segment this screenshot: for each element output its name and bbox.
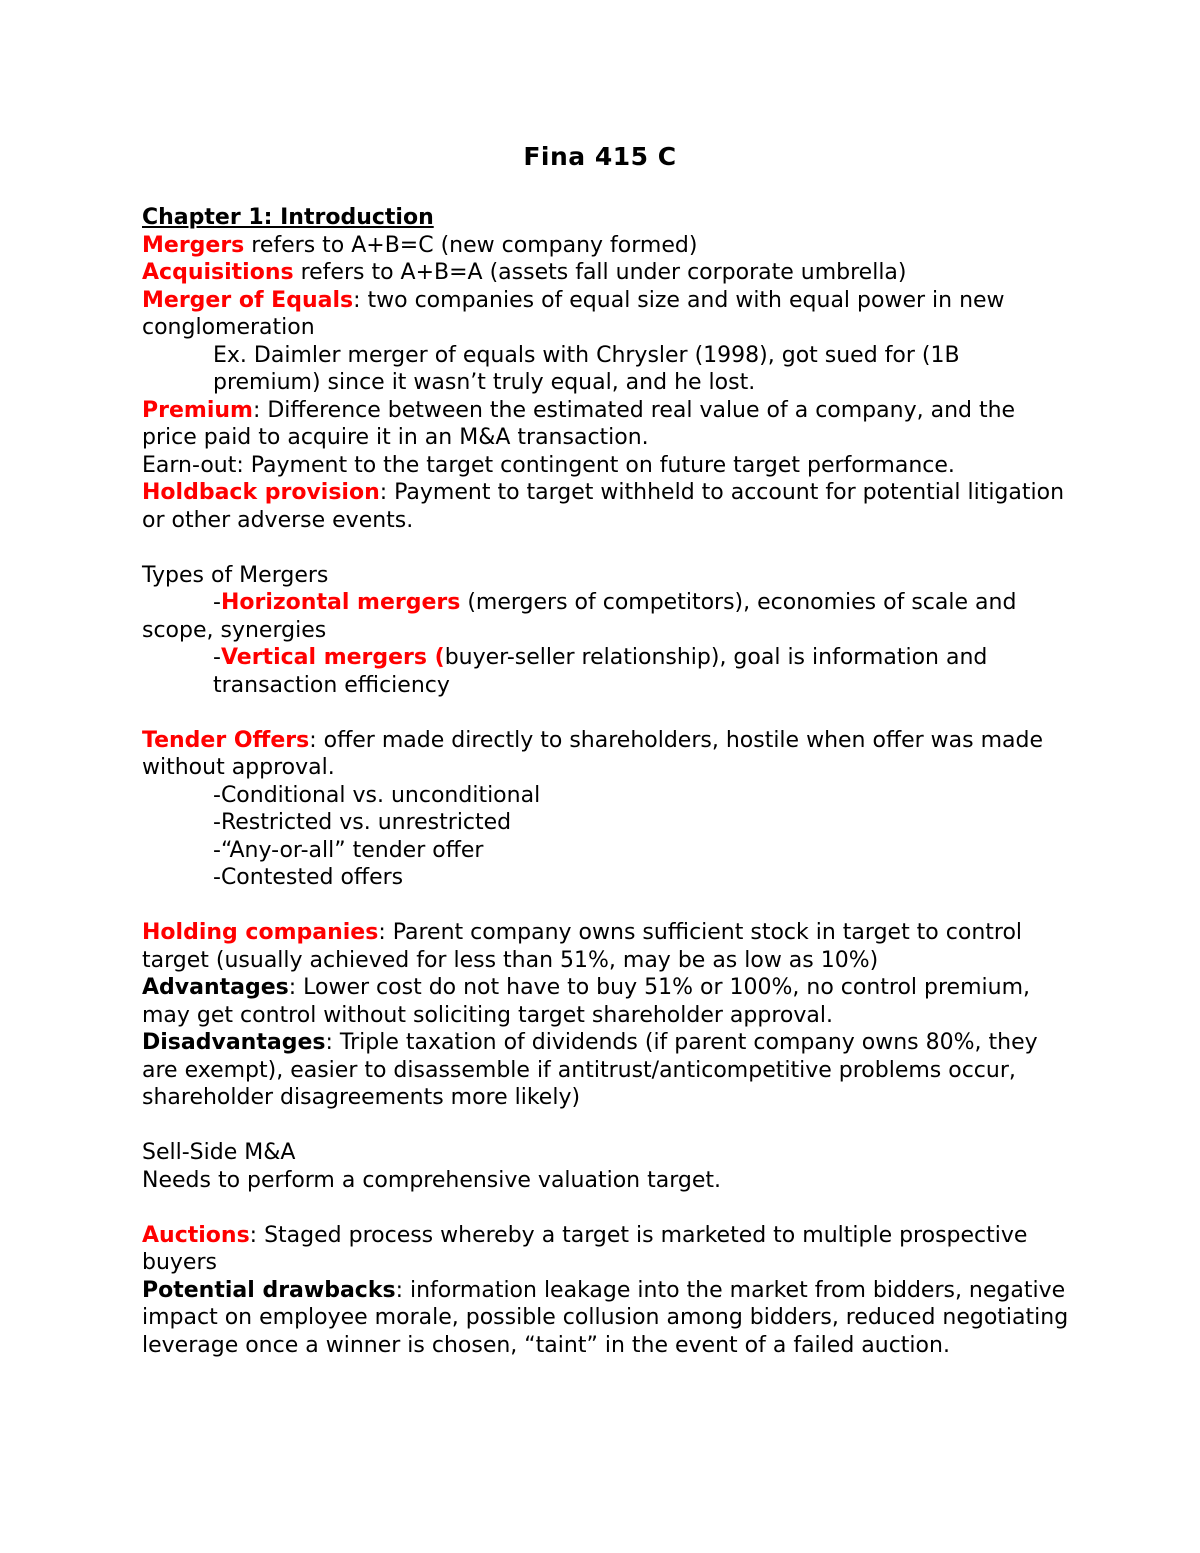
horizontal-mergers-item [142, 589, 1072, 644]
spacer [142, 1112, 1072, 1140]
sell-side-text: Needs to perform a comprehensive valuation target. [142, 1167, 721, 1193]
advantages-term: Advantages [142, 975, 289, 1000]
potential-drawbacks-term: Potential drawbacks [142, 1277, 396, 1303]
sell-side-heading: Sell-Side M&A [142, 1140, 296, 1165]
document-body [142, 204, 1072, 1359]
premium-text: : Difference between the estimated real value of a company, and the price paid to acquire it in an M&A transaction. [142, 397, 1016, 450]
mergers-definition [142, 232, 1072, 260]
spacer [142, 534, 1072, 562]
advantages-text: : Lower cost do not have to buy 51% or 100%, no control premium, may get control without soliciting target shareholder approval. [142, 975, 1030, 1028]
list-item: -“Any-or-all” tender offer [213, 837, 484, 863]
auctions-text: : Staged process whereby a target is marketed to multiple prospective buyers [142, 1222, 1028, 1275]
disadvantages-term: Disadvantages [142, 1030, 326, 1055]
list-item: -Contested offers [213, 865, 404, 890]
merger-of-equals-text: : two companies of equal size and with equal power in new conglomeration [142, 287, 1005, 340]
vertical-mergers-text: buyer-seller relationship), goal is information and transaction efficiency [213, 645, 988, 698]
tender-offers-term: Tender Offers [142, 727, 310, 753]
potential-drawbacks-text: : information leakage into the market from bidders, negative impact on employee morale, possible collusion among bidders, reduced negotiating leverage once a winner is chosen, “taint” in the event of a failed auction. [142, 1277, 1069, 1358]
types-heading: Types of Mergers [142, 562, 329, 588]
disadvantages-definition [142, 1029, 1072, 1112]
advantages-definition [142, 974, 1072, 1029]
list-item: -Restricted vs. unrestricted [213, 810, 512, 835]
vertical-dash: - [213, 645, 221, 670]
mergers-text: refers to A+B=C (new company formed) [244, 232, 698, 258]
vertical-mergers-term: Vertical mergers ( [220, 645, 445, 670]
merger-of-equals-term: Merger of Equals [142, 287, 354, 313]
acquisitions-definition [142, 259, 1072, 287]
disadvantages-text: : Triple taxation of dividends (if parent company owns 80%, they are exempt), easier to disassemble if antitrust/anticompetitive problems occur, shareholder disagreements more likely) [142, 1030, 1038, 1110]
horizontal-mergers-term: Horizontal mergers [220, 590, 461, 615]
premium-term: Premium [142, 397, 253, 423]
vertical-mergers-item [142, 644, 1072, 699]
holdback-term: Holdback provision [142, 480, 380, 505]
spacer [142, 1194, 1072, 1222]
merger-of-equals-example: Ex. Daimler merger of equals with Chrysler (1998), got sued for (1B premium) since it wasn’t truly equal, and he lost. [213, 342, 960, 395]
holding-companies-text: : Parent company owns sufficient stock in target to control target (usually achieved for less than 51%, may be as low as 10%) [142, 920, 1023, 973]
premium-definition [142, 397, 1072, 452]
merger-of-equals-definition [142, 287, 1072, 342]
holdback-definition [142, 479, 1072, 534]
holding-companies-definition [142, 919, 1072, 974]
chapter-heading [142, 204, 1072, 232]
auctions-term: Auctions [142, 1222, 250, 1248]
earn-out-definition: Earn-out: Payment to the target contingent on future target performance. [142, 452, 955, 478]
auctions-definition [142, 1222, 1072, 1277]
horizontal-dash: - [213, 590, 221, 615]
acquisitions-text: refers to A+B=A (assets fall under corporate umbrella) [293, 260, 907, 285]
tender-offers-text: : offer made directly to shareholders, hostile when offer was made without approval. [142, 727, 1044, 780]
document-title: Fina 415 C [523, 142, 677, 171]
holdback-text: : Payment to target withheld to account for potential litigation or other adverse events. [142, 480, 1065, 533]
potential-drawbacks-definition [142, 1277, 1072, 1360]
mergers-term: Mergers [142, 232, 245, 258]
spacer [142, 699, 1072, 727]
tender-offers-definition [142, 727, 1072, 782]
chapter-title: Chapter 1: Introduction [142, 205, 434, 230]
holding-companies-term: Holding companies [142, 920, 379, 945]
spacer [142, 892, 1072, 920]
acquisitions-term: Acquisitions [142, 260, 294, 285]
horizontal-mergers-text: (mergers of competitors), economies of scale and scope, synergies [142, 590, 1017, 643]
list-item: -Conditional vs. unconditional [213, 782, 541, 808]
